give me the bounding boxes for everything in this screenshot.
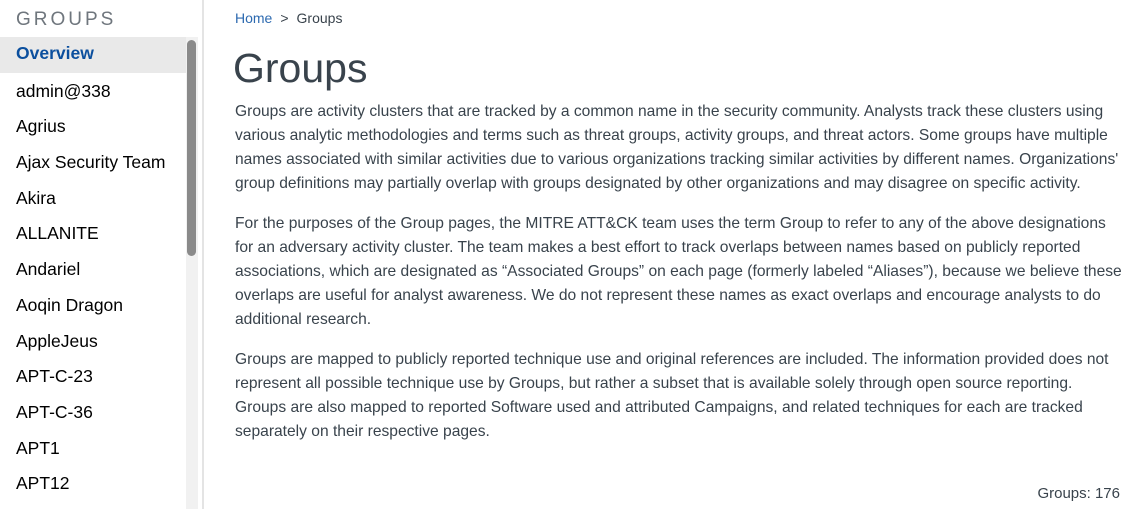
breadcrumb-separator: > — [280, 10, 289, 26]
sidebar-item-admin-338[interactable]: admin@338 — [16, 80, 111, 101]
page-description — [235, 100, 1125, 460]
sidebar-item-applejeus[interactable]: AppleJeus — [16, 330, 98, 351]
main-content — [235, 0, 1125, 509]
sidebar-item-overview[interactable] — [0, 37, 186, 73]
groups-count: Groups: 176 — [1037, 485, 1120, 502]
sidebar-item-label: Overview — [16, 43, 94, 63]
sidebar-heading: GROUPS — [16, 9, 117, 30]
sidebar-list — [0, 37, 186, 501]
sidebar-item-apt1[interactable]: APT1 — [16, 437, 60, 458]
sidebar-scrollbar[interactable] — [186, 37, 198, 509]
description-paragraph: For the purposes of the Group pages, the MITRE ATT&CK team uses the term Group to refer to any of the above designations for an adversary activity cluster. The team makes a best effort to track overlaps between names based on publicly reported associations, which are designated as “Associated Groups” on each page (formerly labeled “Aliases”), because we believe these overlaps are useful for analyst awareness. We do not represent these names as exact overlaps and encourage analysts to do additional research. — [235, 215, 1122, 328]
breadcrumb-current: Groups — [296, 10, 343, 26]
sidebar-item-aoqin-dragon[interactable]: Aoqin Dragon — [16, 294, 124, 315]
sidebar-item-andariel[interactable]: Andariel — [16, 259, 81, 280]
sidebar-item-apt12[interactable]: APT12 — [16, 473, 70, 494]
sidebar-item-apt-c-23[interactable]: APT-C-23 — [16, 366, 93, 387]
sidebar-item-allanite[interactable]: ALLANITE — [16, 223, 99, 244]
sidebar-item-ajax-security-team[interactable]: Ajax Security Team — [16, 152, 166, 173]
sidebar-scrollbar-thumb[interactable] — [187, 40, 196, 256]
breadcrumb — [235, 10, 342, 26]
description-paragraph: Groups are mapped to publicly reported technique use and original references are included. The information provided does not represent all possible technique use by Groups, but rather a subset that is available solely through open source reporting. Groups are also mapped to reported Software used and attributed Campaigns, and related techniques for each are tracked separately on their respective pages. — [235, 351, 1109, 440]
breadcrumb-home-link[interactable]: Home — [235, 10, 273, 26]
sidebar-item-agrius[interactable]: Agrius — [16, 116, 66, 137]
sidebar-item-akira[interactable]: Akira — [16, 187, 56, 208]
sidebar-item-apt-c-36[interactable]: APT-C-36 — [16, 401, 93, 422]
description-paragraph: Groups are activity clusters that are tracked by a common name in the security community. Analysts track these clusters using various analytic methodologies and terms such as threat groups, activity groups, and threat actors. Some groups have multiple names associated with similar activities due to various organizations tracking similar activities by different names. Organizations' group definitions may partially overlap with groups designated by other organizations and may disagree on specific activity. — [235, 103, 1119, 192]
page-title: Groups — [233, 45, 368, 91]
sidebar — [0, 0, 204, 509]
